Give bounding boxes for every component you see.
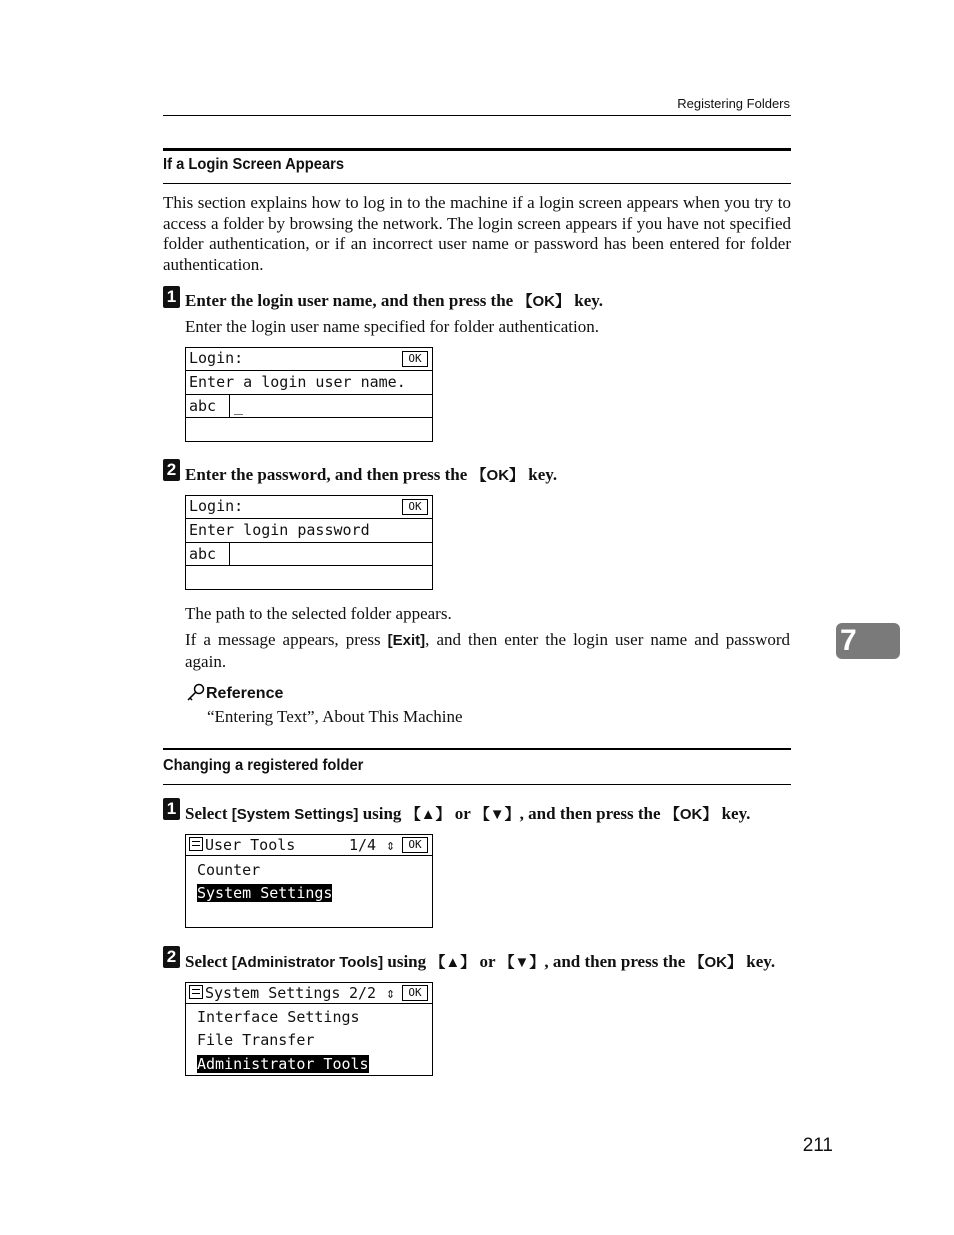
lcd-title-row (186, 983, 432, 1004)
down-key-label: 【▼】 (499, 954, 545, 971)
step-text-b: key. (524, 465, 558, 484)
reference-heading (186, 683, 283, 703)
lcd-menu-item-file-transfer: File Transfer (197, 1031, 315, 1049)
step-1-instruction (185, 290, 603, 311)
step-text: key. (717, 804, 751, 823)
note-text-a: If a message appears, press (185, 630, 388, 649)
lcd-prompt: Enter a login user name. (189, 373, 406, 391)
reference-label: Reference (206, 685, 284, 702)
ok-icon: OK (402, 351, 428, 367)
lcd-title (189, 984, 340, 1002)
section-rule-top (163, 148, 791, 151)
lcd-title-text: User Tools (205, 836, 296, 854)
menu-item-label: [System Settings] (231, 806, 359, 823)
section-heading-changing: Changing a registered folder (163, 757, 364, 774)
step-number-2: 2 (163, 459, 180, 481)
step-text: , and then press the (519, 804, 665, 823)
ok-key-label: 【OK】 (689, 954, 743, 971)
step-2-instruction (185, 464, 557, 485)
step-number-1: 1 (163, 286, 180, 308)
step-text: , and then press the (544, 952, 690, 971)
lcd-menu-item-administrator-tools: Administrator Tools (197, 1055, 369, 1073)
section-heading-login: If a Login Screen Appears (163, 156, 345, 173)
exit-key-label: [Exit] (387, 632, 426, 649)
lcd-system-settings (185, 982, 433, 1076)
up-key-label: 【▲】 (405, 806, 451, 823)
ok-key-label: 【OK】 (517, 293, 570, 310)
step-text: or (475, 952, 500, 971)
lcd-input-row (186, 395, 432, 418)
step-text: Select (185, 804, 232, 823)
ok-icon: OK (402, 985, 428, 1001)
step-text: using (358, 804, 406, 823)
up-down-arrows-icon: ⇕ (386, 836, 396, 854)
lcd-empty-row (186, 418, 432, 440)
down-key-label: 【▼】 (474, 806, 520, 823)
step-2-result: The path to the selected folder appears. (185, 604, 452, 623)
lcd-title-row (186, 496, 432, 519)
lcd-user-tools (185, 834, 433, 928)
step-number-1: 1 (163, 798, 180, 820)
step-number-2: 2 (163, 946, 180, 968)
lcd-divider (229, 543, 230, 565)
ok-icon: OK (402, 837, 428, 853)
lcd-menu-item-system-settings: System Settings (197, 884, 333, 902)
lcd-prompt: Enter login password (189, 521, 370, 539)
lcd-page-indicator: 1/4 (349, 836, 377, 854)
header-rule (163, 115, 791, 116)
lcd-divider (229, 395, 230, 417)
section-rule-top (163, 748, 791, 750)
ok-key-label: 【OK】 (471, 467, 525, 484)
lcd-input-mode: abc (189, 397, 217, 415)
lcd-input-mode: abc (189, 545, 217, 563)
lcd-input-value: _ (234, 397, 244, 415)
lcd-title (189, 836, 295, 854)
lcd-prompt-row (186, 371, 432, 395)
up-key-label: 【▲】 (430, 954, 476, 971)
lcd-menu-item-interface-settings: Interface Settings (197, 1008, 360, 1026)
step-text: or (450, 804, 475, 823)
lcd-prompt-row (186, 519, 432, 543)
step-2-note (185, 629, 790, 672)
intro-paragraph: This section explains how to log in to the machine if a login screen appears when you try to access a folder by browsing the network. The login screen appears if you have not specified folder authentication, or if an incorrect user name or password has been entered for folder authentication. (163, 193, 791, 274)
step-text: key. (742, 952, 776, 971)
step-1-body: Enter the login user name specified for folder authentication. (185, 317, 599, 336)
lcd-menu-item-counter: Counter (197, 861, 261, 879)
chapter-tab: 7 (836, 623, 900, 659)
reference-text: “Entering Text”, About This Machine (207, 707, 463, 726)
step-text-b: key. (570, 291, 604, 310)
step-text: using (383, 952, 431, 971)
step-text: Select (185, 952, 232, 971)
step-select-system-settings (185, 803, 750, 824)
lcd-login-username (185, 347, 433, 442)
lcd-title-row (186, 348, 432, 371)
lcd-title: Login: (189, 349, 244, 367)
step-text-a: Enter the login user name, and then press the (185, 291, 518, 310)
lcd-input-row (186, 543, 432, 566)
note-text-b: , and then enter the login user name and password again. (185, 630, 791, 671)
ok-icon: OK (402, 499, 428, 515)
lcd-title: Login: (189, 497, 244, 515)
lcd-title-text: System Settings (205, 984, 341, 1002)
menu-icon (189, 985, 203, 999)
menu-icon (189, 837, 203, 851)
page-number: 211 (802, 1135, 833, 1156)
lcd-page-indicator: 2/2 (349, 984, 377, 1002)
menu-item-label: [Administrator Tools] (231, 954, 384, 971)
lcd-empty-row (186, 566, 432, 588)
ok-key-label: 【OK】 (664, 806, 718, 823)
section-rule-bottom (163, 183, 791, 184)
step-select-administrator-tools (185, 951, 775, 972)
lcd-login-password (185, 495, 433, 590)
running-header: Registering Folders (677, 96, 790, 111)
section-rule-bottom (163, 784, 791, 785)
step-text-a: Enter the password, and then press the (185, 465, 472, 484)
reference-key-icon (186, 683, 206, 701)
lcd-title-row (186, 835, 432, 856)
up-down-arrows-icon: ⇕ (386, 984, 396, 1002)
